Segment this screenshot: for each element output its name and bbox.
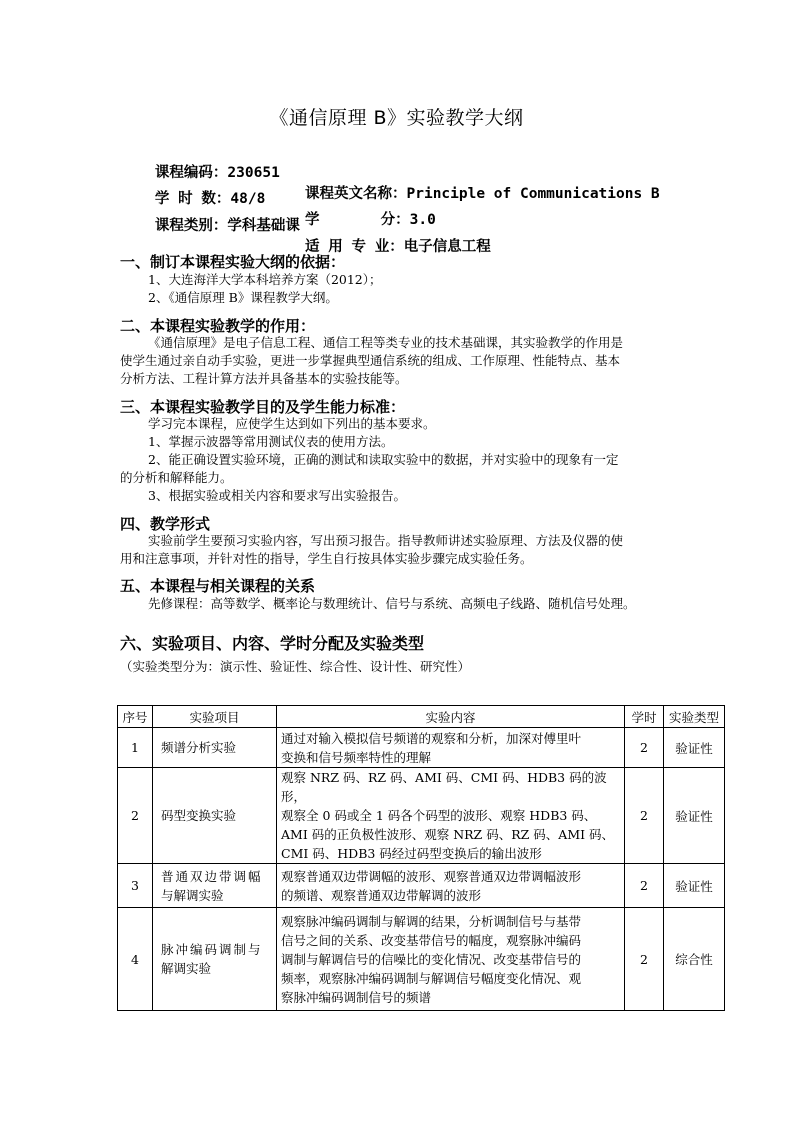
section-6-heading: 六、实验项目、内容、学时分配及实验类型 bbox=[120, 634, 425, 653]
row-item-line: 脉冲编码调制与 bbox=[161, 942, 263, 957]
experiment-table bbox=[117, 705, 725, 1011]
row-content bbox=[277, 768, 625, 864]
section-3-line: 2、能正确设置实验环境，正确的测试和读取实验中的数据，并对实验中的现象有一定 bbox=[148, 452, 619, 467]
row-content-line: 信号之间的关系、改变基带信号的幅度，观察脉冲编码 bbox=[281, 932, 582, 948]
row-no: 4 bbox=[118, 908, 153, 1011]
row-type: 验证性 bbox=[664, 768, 725, 864]
row-content-line: 察脉冲编码调制信号的频谱 bbox=[281, 989, 432, 1005]
row-hours: 2 bbox=[625, 728, 664, 768]
section-4-line: 用和注意事项，并针对性的指导，学生自行按具体实验步骤完成实验任务。 bbox=[120, 551, 533, 566]
section-5-body bbox=[120, 595, 680, 613]
row-item bbox=[153, 908, 277, 1011]
row-content-line: 调制与解调信号的信噪比的变化情况、改变基带信号的 bbox=[281, 951, 582, 967]
section-6-body bbox=[120, 658, 680, 676]
row-no: 1 bbox=[118, 728, 153, 768]
table-row bbox=[118, 728, 725, 768]
section-3-heading: 三、本课程实验教学目的及学生能力标准： bbox=[120, 398, 406, 416]
row-content bbox=[277, 908, 625, 1011]
credits-field bbox=[305, 208, 436, 229]
row-content-line: 变换和信号频率特性的理解 bbox=[281, 749, 432, 765]
section-4-body bbox=[120, 532, 680, 568]
document-title: 《通信原理 B》实验教学大纲 bbox=[269, 107, 524, 129]
section-4-line: 实验前学生要预习实验内容，写出预习报告。指导教师讲述实验原理、方法及仪器的使 bbox=[148, 533, 624, 548]
row-type: 验证性 bbox=[664, 864, 725, 908]
section-6-note: （实验类型分为：演示性、验证性、综合性、设计性、研究性） bbox=[120, 659, 471, 674]
row-no: 3 bbox=[118, 864, 153, 908]
section-3-line: 3、根据实验或相关内容和要求写出实验报告。 bbox=[148, 488, 406, 503]
course-code: 230651 bbox=[227, 165, 280, 181]
hours-value: 48/8 bbox=[230, 191, 266, 207]
section-2-line: 使学生通过亲自动手实验，更进一步掌握典型通信系统的组成、工作原理、性能特点、基本 bbox=[120, 353, 621, 368]
row-no: 2 bbox=[118, 768, 153, 864]
credits-label: 学 分： bbox=[305, 212, 410, 228]
row-content-line: CMI 码、HDB3 码经过码型变换后的输出波形 bbox=[281, 846, 542, 861]
category-value: 学科基础课 bbox=[227, 218, 300, 234]
row-item-line: 频谱分析实验 bbox=[161, 740, 237, 755]
table-row bbox=[118, 864, 725, 908]
row-type: 验证性 bbox=[664, 728, 725, 768]
section-5-heading: 五、本课程与相关课程的关系 bbox=[120, 577, 316, 595]
row-hours: 2 bbox=[625, 908, 664, 1011]
header-item: 实验项目 bbox=[153, 706, 277, 728]
header-content: 实验内容 bbox=[277, 706, 625, 728]
row-item bbox=[153, 728, 277, 768]
row-content-line: 通过对输入模拟信号频谱的观察和分析，加深对傅里叶 bbox=[281, 730, 582, 746]
header-hours: 学时 bbox=[625, 706, 664, 728]
header-type: 实验类型 bbox=[664, 706, 725, 728]
course-code-label: 课程编码： bbox=[154, 165, 228, 181]
row-item bbox=[153, 768, 277, 864]
row-content-line: AMI 码的正负极性波形、观察 NRZ 码、RZ 码、AMI 码、 bbox=[281, 827, 615, 842]
section-1-line: 1、大连海洋大学本科培养方案（2012）； bbox=[148, 272, 382, 287]
header-no: 序号 bbox=[118, 706, 153, 728]
section-5-line: 先修课程：高等数学、概率论与数理统计、信号与系统、高频电子线路、随机信号处理。 bbox=[148, 596, 636, 611]
row-content-line: 观察脉冲编码调制与解调的结果，分析调制信号与基带 bbox=[281, 913, 582, 929]
section-2-line: 分析方法、工程计算方法并具备基本的实验技能等。 bbox=[120, 371, 408, 386]
section-2-body bbox=[120, 334, 680, 388]
row-type: 综合性 bbox=[664, 908, 725, 1011]
row-content-line: 的频谱、观察普通双边带解调的波形 bbox=[281, 887, 482, 903]
english-name-label: 课程英文名称： bbox=[305, 186, 407, 202]
row-item-line: 与解调实验 bbox=[161, 887, 224, 903]
table-row bbox=[118, 768, 725, 864]
row-hours: 2 bbox=[625, 768, 664, 864]
major-label: 适 用 专 业： bbox=[305, 239, 404, 255]
section-3-body bbox=[120, 415, 680, 505]
category-label: 课程类别： bbox=[154, 218, 228, 234]
row-content-line: 频率，观察脉冲编码调制与解调信号幅度变化情况、观 bbox=[281, 970, 582, 986]
row-item bbox=[153, 864, 277, 908]
section-3-line: 学习完本课程，应使学生达到如下列出的基本要求。 bbox=[148, 416, 436, 431]
section-1-body bbox=[120, 271, 680, 307]
section-3-line: 的分析和解释能力。 bbox=[120, 470, 233, 485]
row-content bbox=[277, 728, 625, 768]
major-value: 电子信息工程 bbox=[403, 239, 491, 255]
table-row bbox=[118, 908, 725, 1011]
section-4-heading: 四、教学形式 bbox=[120, 515, 211, 533]
row-item-line: 普通双边带调幅 bbox=[161, 868, 263, 884]
hours-label: 学 时 数： bbox=[154, 191, 231, 207]
section-1-line: 2、《通信原理 B》课程教学大纲。 bbox=[148, 290, 338, 305]
section-2-line: 《通信原理》是电子信息工程、通信工程等类专业的技术基础课，其实验教学的作用是 bbox=[148, 335, 624, 350]
section-3-line: 1、掌握示波器等常用测试仪表的使用方法。 bbox=[148, 434, 394, 449]
row-content-line: 观察普通双边带调幅的波形、观察普通双边带调幅波形 bbox=[281, 868, 582, 884]
row-content-line: 观察全 0 码或全 1 码各个码型的波形、观察 HDB3 码、 bbox=[281, 808, 597, 823]
credits-value: 3.0 bbox=[409, 212, 436, 228]
section-2-heading: 二、本课程实验教学的作用： bbox=[120, 317, 316, 335]
row-item-line: 解调实验 bbox=[161, 961, 212, 976]
row-item-line: 码型变换实验 bbox=[161, 808, 237, 823]
section-1-heading: 一、制订本课程实验大纲的依据： bbox=[120, 253, 346, 271]
english-name-field bbox=[305, 182, 660, 203]
row-content bbox=[277, 864, 625, 908]
table-header-row bbox=[118, 706, 725, 728]
row-hours: 2 bbox=[625, 864, 664, 908]
row-content-line: 观察 NRZ 码、RZ 码、AMI 码、CMI 码、HDB3 码的波形， bbox=[281, 770, 607, 804]
english-name: Principle of Communications B bbox=[406, 186, 660, 202]
